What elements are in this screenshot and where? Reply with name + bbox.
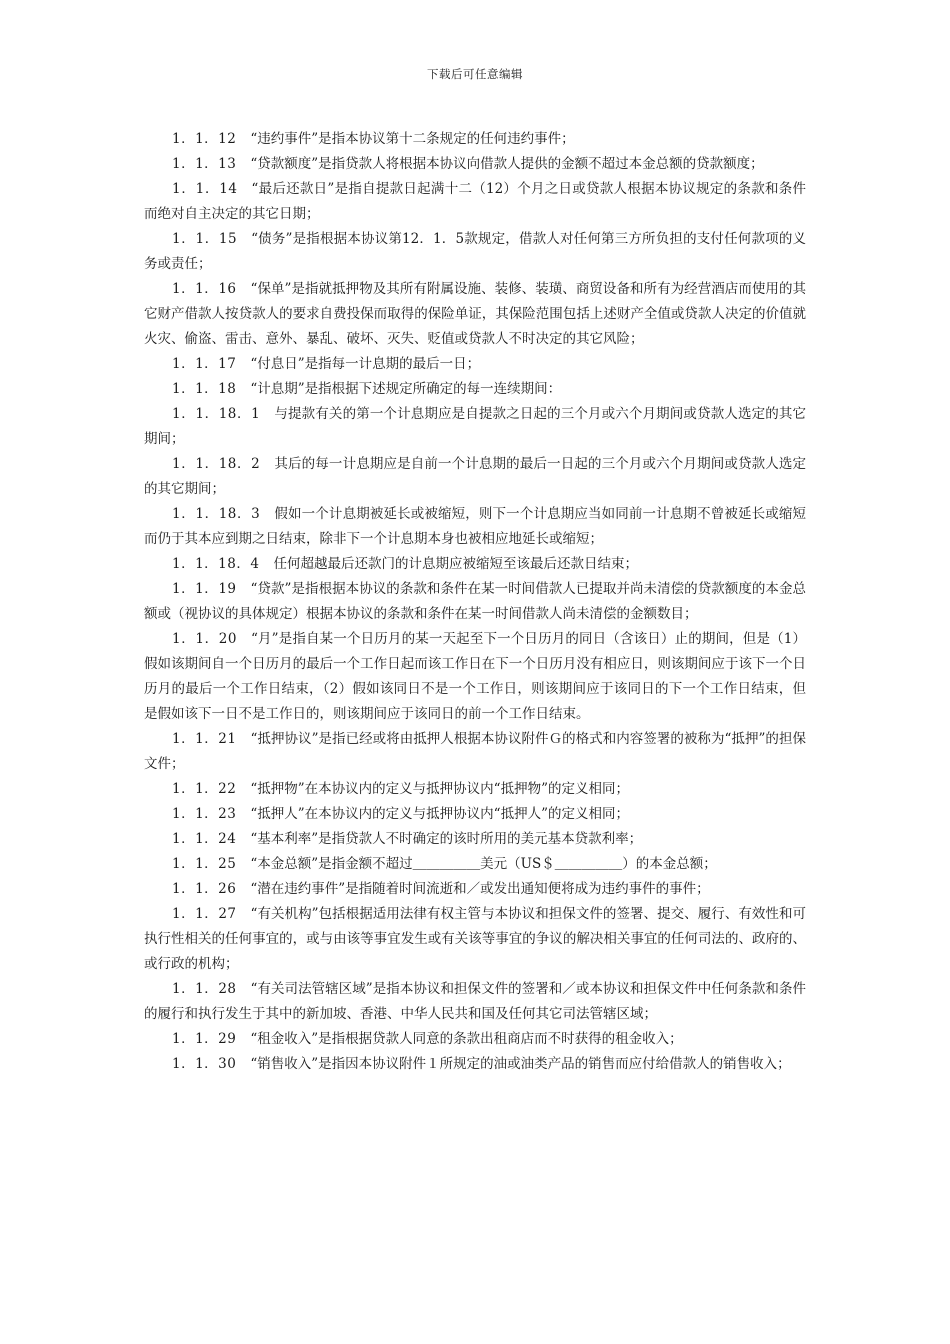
clause-number: 1．1．18．2: [172, 456, 261, 472]
clause-number: 1．1．14: [172, 181, 238, 197]
clause-text: “计息期”是指根据下述规定所确定的每一连续期间：: [250, 381, 562, 397]
clause-paragraph: [144, 1027, 806, 1052]
clause-paragraph: [144, 552, 806, 577]
clause-text: “有关机构”包括根据适用法律有权主管与本协议和担保文件的签署、提交、履行、有效性和可执行性相关的任何事宜的，或与由该等事宜发生或有关该等事宜的争议的解决相关事宜的任何司法的、政府的、或行政的机构；: [144, 906, 806, 972]
clause-text: “抵押协议”是指已经或将由抵押人根据本协议附件Ｇ的格式和内容签署的被称为“抵押”的担保文件；: [144, 731, 807, 772]
clause-text: 其后的每一计息期应是自前一个计息期的最后一日起的三个月或六个月期间或贷款人选定的其它期间；: [144, 456, 807, 497]
clause-paragraph: [144, 827, 806, 852]
clause-paragraph: [144, 777, 806, 802]
clause-number: 1．1．15: [172, 231, 238, 247]
clause-text: “抵押人”在本协议内的定义与抵押协议内“抵押人”的定义相同；: [250, 806, 629, 822]
clause-number: 1．1．23: [172, 806, 237, 822]
clause-number: 1．1．13: [172, 156, 237, 172]
clause-number: 1．1．30: [172, 1056, 237, 1072]
clause-paragraph: [144, 152, 806, 177]
clause-text: “贷款额度”是指贷款人将根据本协议向借款人提供的金额不超过本金总额的贷款额度；: [250, 156, 764, 172]
clause-number: 1．1．17: [172, 356, 237, 372]
clause-text: “月”是指自某一个日历月的某一天起至下一个日历月的同日（含该日）止的期间，但是（1）假如该期间自一个日历月的最后一个工作日起而该工作日在下一个日历月没有相应日，则该期间应于该下一个日历月的最后一个工作日结束，（2）假如该同日不是一个工作日，则该期间应于该同日的下一个工作日结束，但是假如该下一日不是工作日的，则该期间应于该同日的前一个工作日结束。: [144, 631, 806, 722]
clause-number: 1．1．27: [172, 906, 237, 922]
clause-number: 1．1．16: [172, 281, 237, 297]
clause-number: 1．1．24: [172, 831, 237, 847]
clause-paragraph: [144, 352, 806, 377]
clause-text: “贷款”是指根据本协议的条款和条件在某一时间借款人已提取并尚未清偿的贷款额度的本金总额或（视协议的具体规定）根据本协议的条款和条件在某一时间借款人尚未清偿的金额数目；: [144, 581, 806, 622]
clause-number: 1．1．20: [172, 631, 237, 647]
clause-text: “债务”是指根据本协议第12．1．5款规定，借款人对任何第三方所负担的支付任何款项的义务或责任；: [144, 231, 806, 272]
clause-text: “保单”是指就抵押物及其所有附属设施、装修、装璜、商贸设备和所有为经营酒店而使用的其它财产借款人按贷款人的要求自费投保而取得的保险单证，其保险范围包括上述财产全值或贷款人决定的价值就火灾、偷盗、雷击、意外、暴乱、破坏、灭失、贬值或贷款人不时决定的其它风险；: [144, 281, 806, 347]
page-header: 下载后可任意编辑: [427, 67, 523, 81]
clause-number: 1．1．18．3: [172, 506, 261, 522]
clause-paragraph: [144, 227, 806, 277]
clause-paragraph: [144, 577, 806, 627]
document-body: [144, 127, 806, 1077]
clause-paragraph: [144, 877, 806, 902]
clause-text: “抵押物”在本协议内的定义与抵押协议内“抵押物”的定义相同；: [250, 781, 629, 797]
clause-paragraph: [144, 277, 806, 352]
clause-text: “违约事件”是指本协议第十二条规定的任何违约事件；: [250, 131, 575, 147]
clause-text: “付息日”是指每一计息期的最后一日；: [250, 356, 481, 372]
clause-number: 1．1．18．4: [172, 556, 260, 572]
clause-text: “最后还款日”是指自提款日起满十二（12）个月之日或贷款人根据本协议规定的条款和条件而绝对自主决定的其它日期；: [144, 181, 806, 222]
clause-number: 1．1．28: [172, 981, 237, 997]
clause-number: 1．1．22: [172, 781, 237, 797]
clause-paragraph: [144, 177, 806, 227]
clause-text: “销售收入”是指因本协议附件１所规定的油或油类产品的销售而应付给借款人的销售收入；: [250, 1056, 791, 1072]
clause-paragraph: [144, 452, 806, 502]
clause-paragraph: [144, 502, 806, 552]
clause-number: 1．1．18: [172, 381, 237, 397]
clause-number: 1．1．26: [172, 881, 237, 897]
clause-paragraph: [144, 727, 806, 777]
clause-text: 任何超越最后还款门的计息期应被缩短至该最后还款日结束；: [273, 556, 638, 572]
clause-number: 1．1．19: [172, 581, 237, 597]
clause-text: “有关司法管辖区域”是指本协议和担保文件的签署和／或本协议和担保文件中任何条款和条件的履行和执行发生于其中的新加坡、香港、中华人民共和国及任何其它司法管辖区域；: [144, 981, 806, 1022]
clause-text: “本金总额”是指金额不超过＿＿＿＿＿美元（US＄＿＿＿＿＿）的本金总额；: [250, 856, 717, 872]
clause-text: “基本利率”是指贷款人不时确定的该时所用的美元基本贷款利率；: [250, 831, 643, 847]
clause-number: 1．1．18．1: [172, 406, 261, 422]
clause-paragraph: [144, 902, 806, 977]
clause-paragraph: [144, 127, 806, 152]
clause-paragraph: [144, 852, 806, 877]
clause-text: 与提款有关的第一个计息期应是自提款之日起的三个月或六个月期间或贷款人选定的其它期间；: [144, 406, 807, 447]
clause-text: 假如一个计息期被延长或被缩短，则下一个计息期应当如同前一计息期不曾被延长或缩短而仍于其本应到期之日结束，除非下一个计息期本身也被相应地延长或缩短；: [144, 506, 807, 547]
clause-paragraph: [144, 802, 806, 827]
clause-paragraph: [144, 377, 806, 402]
clause-paragraph: [144, 977, 806, 1027]
clause-paragraph: [144, 1052, 806, 1077]
clause-text: “潜在违约事件”是指随着时间流逝和／或发出通知便将成为违约事件的事件；: [250, 881, 710, 897]
clause-number: 1．1．29: [172, 1031, 237, 1047]
clause-number: 1．1．12: [172, 131, 237, 147]
clause-text: “租金收入”是指根据贷款人同意的条款出租商店而不时获得的租金收入；: [250, 1031, 683, 1047]
clause-paragraph: [144, 402, 806, 452]
clause-number: 1．1．25: [172, 856, 237, 872]
clause-paragraph: [144, 627, 806, 727]
clause-number: 1．1．21: [172, 731, 237, 747]
